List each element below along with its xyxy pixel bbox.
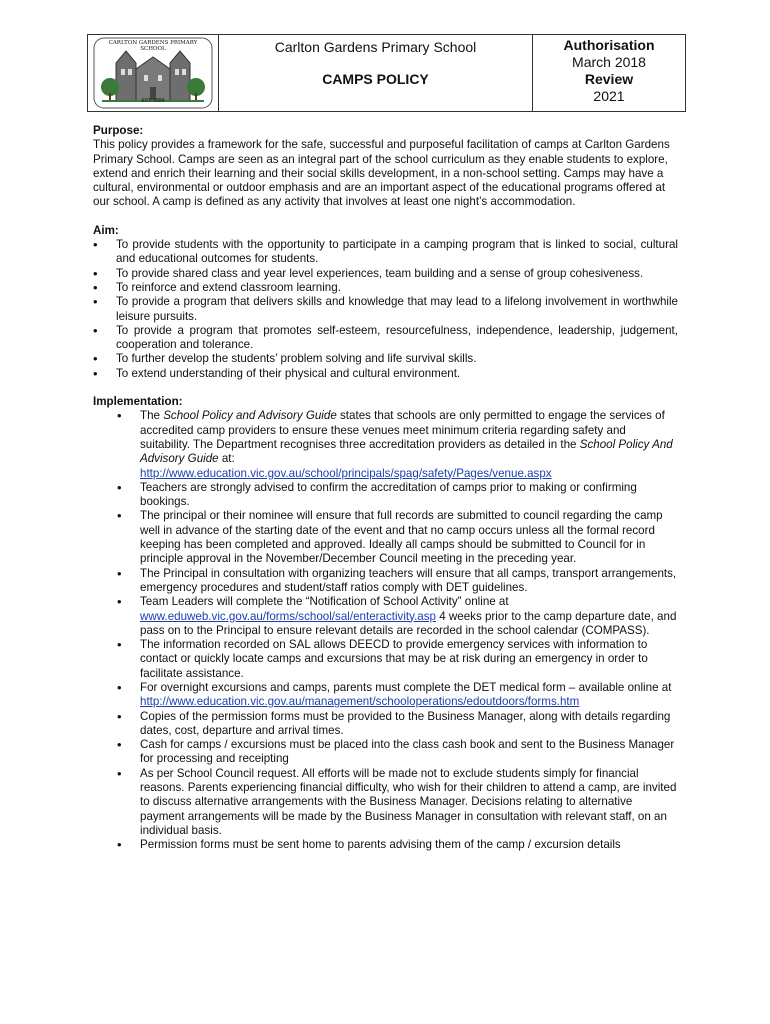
logo-text: CARLTON GARDENS PRIMARY SCHOOL [108,40,198,52]
aim-item: • To further develop the students’ problem solving and life survival skills. [93,352,678,366]
aim-heading: Aim: [93,223,119,237]
header-table [87,34,686,112]
medical-form-link[interactable]: http://www.education.vic.gov.au/management/schooloperations/edoutdoors/forms.htm [140,695,580,709]
aim-item: • To reinforce and extend classroom learning. [93,281,678,295]
title-cell [219,35,533,111]
implementation-item: • The Principal in consultation with organizing teachers will ensure that all camps, transport arrangements, emergency procedures and student/staff ratios comply with DET guidelines. [117,567,678,596]
implementation-item: • Copies of the permission forms must be provided to the Business Manager, along with details regarding dates, cost, departure and arrival times. [117,710,678,739]
policy-title: CAMPS POLICY [322,71,429,87]
aim-item: • To provide a program that delivers skills and knowledge that may lead to a lifelong involvement in worthwhile leisure pursuits. [93,295,678,324]
implementation-item: • The School Policy and Advisory Guide states that schools are only permitted to engage the services of accredited camp providers to ensure these venues meet minimum criteria regarding safety and suitability. The Department recognises three accreditation providers as detailed in the School Policy And Advisory Guide at: http://www.education.vic.gov.au/school/principals/spag/safety/Pages/venue.aspx [117,409,678,480]
aim-item: • To provide shared class and year level experiences, team building and a sense of group cohesiveness. [93,267,678,281]
implementation-item: • The information recorded on SAL allows DEECD to provide emergency services with information to contact or quickly locate camps and excursions that may be at risk during an emergency in order to facilitate assistance. [117,638,678,681]
implementation-item: • Permission forms must be sent home to parents advising them of the camp / excursion details [117,838,678,852]
implementation-item: • For overnight excursions and camps, parents must complete the DET medical form – available online at http://www.education.vic.gov.au/management/schooloperations/edoutdoors/forms.htm [117,681,678,710]
review-label: Review [584,71,634,87]
implementation-item: • Teachers are strongly advised to confirm the accreditation of camps prior to making or confirming bookings. [117,481,678,510]
policy-body [93,124,678,853]
implementation-item: • The principal or their nominee will ensure that full records are submitted to council regarding the camp well in advance of the starting date of the event and that no camp occurs unless all the formal record keeping has been completed and approved. Ideally all camps should be submitted to Council for in principle approval in the November/December Council meeting in the preceding year. [117,509,678,566]
implementation-heading: Implementation: [93,395,183,409]
school-logo [88,35,219,111]
aim-list [93,238,678,381]
implementation-item: • Cash for camps / excursions must be placed into the class cash book and sent to the Business Manager for processing and receipting [117,738,678,767]
authorisation-cell [533,35,685,111]
authorisation-label: Authorisation [563,37,655,53]
implementation-list [117,409,678,852]
school-activity-link[interactable]: www.eduweb.vic.gov.au/forms/school/sal/enteractivity.asp [140,609,436,623]
aim-item: • To provide students with the opportunity to participate in a camping program that is linked to social, cultural and educational outcomes for students. [93,238,678,267]
school-name: Carlton Gardens Primary School [274,39,477,55]
purpose-text: This policy provides a framework for the safe, successful and purposeful facilitation of camps at Carlton Gardens Primary School. Camps are seen as an integral part of the school curriculum as they enable students to explore, extend and enrich their learning and their social skills development, in a non-school setting. Camps may have a cultural, environmental or outdoor emphasis and are an important aspect of the educational programs offered at our school. A camp is defined as any activity that involves at least one night’s accommodation. [93,138,670,209]
implementation-item: • As per School Council request. All efforts will be made not to exclude students simply for financial reasons. Parents experiencing financial difficulty, who wish for their children to attend a camp, are invited to discuss alternative arrangements with the Business Manager. Decisions relating to alternative payment arrangements will be made by the Business Manager in consultation with relevant staff, on an individual basis. [117,767,678,838]
logo-est: EST. 1884 [141,98,165,104]
venue-accreditation-link[interactable]: http://www.education.vic.gov.au/school/principals/spag/safety/Pages/venue.aspx [140,466,552,480]
review-year: 2021 [593,88,625,104]
authorisation-date: March 2018 [572,54,646,70]
implementation-item: • Team Leaders will complete the “Notification of School Activity” online at www.eduweb.vic.gov.au/forms/school/sal/enteractivity.asp 4 weeks prior to the camp departure date, and pass on to the Principal to ensure relevant details are recorded in the school calendar (COMPASS). [117,595,678,638]
aim-item: • To extend understanding of their physical and cultural environment. [93,367,678,381]
purpose-heading: Purpose: [93,124,144,137]
aim-item: • To provide a program that promotes self-esteem, resourcefulness, independence, leadership, judgement, cooperation and tolerance. [93,324,678,353]
